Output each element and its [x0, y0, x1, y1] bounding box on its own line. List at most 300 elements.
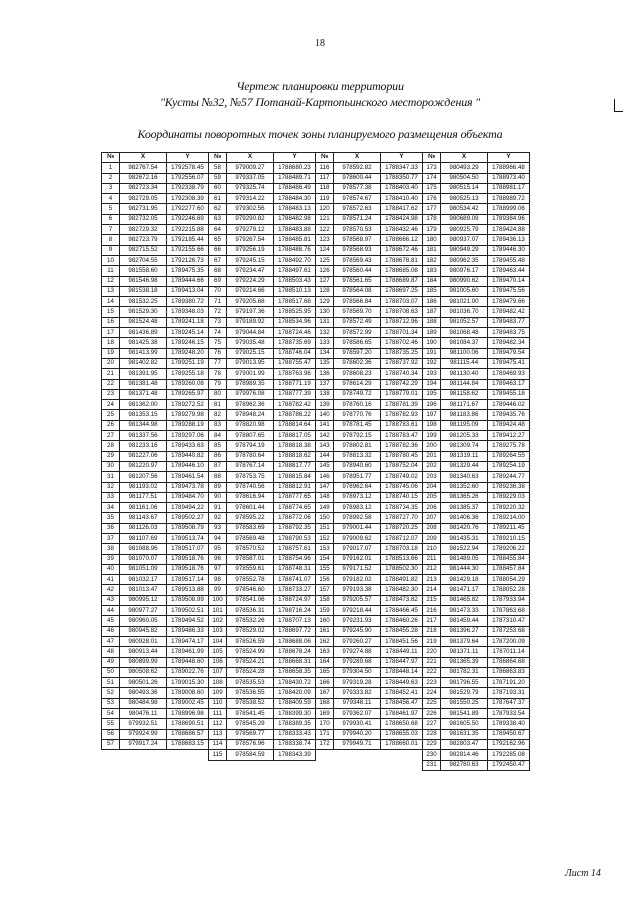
table-cell: 1788430.72	[274, 678, 316, 688]
table-cell: 158	[316, 595, 334, 605]
table-cell: 151	[316, 523, 334, 533]
table-cell: 978536.31	[227, 606, 274, 616]
table-cell: 39	[102, 554, 120, 564]
table-cell: 981344.98	[120, 420, 167, 430]
table-row	[102, 276, 530, 286]
table-cell: 978584.59	[227, 750, 274, 760]
table-cell: 65	[209, 235, 227, 245]
table-cell: 981013.47	[120, 585, 167, 595]
table-cell: 981522.94	[441, 544, 488, 554]
table-row	[102, 533, 530, 543]
table-cell: 61	[209, 194, 227, 204]
table-cell: 978568.93	[334, 245, 381, 255]
table-cell: 1789474.17	[167, 636, 209, 646]
table-cell: 1789473.78	[167, 482, 209, 492]
table-cell: 56	[102, 729, 120, 739]
table-cell: 978569.70	[334, 307, 381, 317]
table-cell: 981459.44	[441, 616, 488, 626]
table-cell: 169	[316, 709, 334, 719]
table-cell: 1788782.36	[381, 441, 423, 451]
table-cell: 1789002.45	[167, 698, 209, 708]
table-cell: 1788483.13	[274, 204, 316, 214]
table-cell: 1792277.60	[167, 204, 209, 214]
table-cell: 980913.44	[120, 647, 167, 657]
table-cell: 978608.23	[334, 369, 381, 379]
table-cell: 981631.35	[441, 729, 488, 739]
table-row	[102, 472, 530, 482]
table-row	[102, 297, 530, 307]
table-cell: 980962.35	[441, 255, 488, 265]
table-cell: 1788781.39	[381, 400, 423, 410]
table-cell: 980493.29	[441, 163, 488, 173]
table-row	[102, 163, 530, 173]
table-cell: 192	[423, 358, 441, 368]
table-cell: 978570.53	[334, 225, 381, 235]
table-cell: 978572.49	[334, 317, 381, 327]
table-cell: 1788455.28	[381, 626, 423, 636]
table-cell: 981402.82	[120, 358, 167, 368]
table-cell: 1788996.98	[167, 709, 209, 719]
table-cell: 981309.74	[441, 441, 488, 451]
table-cell: 1788420.09	[274, 688, 316, 698]
table-cell: 1788424.98	[381, 214, 423, 224]
table-cell: 981529.79	[441, 688, 488, 698]
table-cell: 1792185.44	[167, 235, 209, 245]
table-cell: 136	[316, 369, 334, 379]
table-cell: 1788488.76	[274, 245, 316, 255]
table-cell: 123	[316, 235, 334, 245]
table-cell: 104	[209, 636, 227, 646]
column-header: №	[209, 153, 227, 163]
table-cell: 979917.24	[120, 739, 167, 749]
table-cell: 1788818.62	[274, 451, 316, 461]
table-row	[102, 513, 530, 523]
column-header: №	[423, 153, 441, 163]
table-cell: 982731.95	[120, 204, 167, 214]
table-cell: 979289.68	[334, 657, 381, 667]
table-cell: 1789483.77	[488, 317, 530, 327]
table-cell: 979017.07	[334, 544, 381, 554]
table-cell: 1788712.96	[381, 317, 423, 327]
table-cell: 980484.98	[120, 698, 167, 708]
table-cell	[381, 760, 423, 770]
table-cell: 54	[102, 709, 120, 719]
table-cell: 116	[316, 163, 334, 173]
table-cell: 1788482.98	[274, 214, 316, 224]
table-cell: 980995.12	[120, 595, 167, 605]
table-cell: 1788668.31	[274, 657, 316, 667]
table-cell: 1788792.35	[274, 523, 316, 533]
table-cell: 982814.46	[441, 750, 488, 760]
table-cell: 1787191.20	[488, 678, 530, 688]
table-cell: 26	[102, 420, 120, 430]
table-cell: 44	[102, 606, 120, 616]
table-cell: 1788534.96	[274, 317, 316, 327]
table-cell: 196	[423, 400, 441, 410]
table-cell: 1789236.38	[488, 482, 530, 492]
table-cell	[209, 760, 227, 770]
table-cell: 1788748.31	[274, 564, 316, 574]
table-cell: 28	[102, 441, 120, 451]
table-cell: 1789446.02	[488, 400, 530, 410]
table-cell: 34	[102, 503, 120, 513]
table-cell: 981088.96	[120, 544, 167, 554]
table-cell: 84	[209, 431, 227, 441]
table-cell: 1788708.63	[381, 307, 423, 317]
table-row	[102, 255, 530, 265]
table-cell: 980937.07	[441, 235, 488, 245]
table-cell: 979314.22	[227, 194, 274, 204]
table-row	[102, 379, 530, 389]
table-cell: 217	[423, 616, 441, 626]
table-row	[102, 739, 530, 749]
table-cell: 980977.27	[120, 606, 167, 616]
table-cell: 978780.64	[227, 451, 274, 461]
table-cell: 47	[102, 636, 120, 646]
table-cell: 2	[102, 173, 120, 183]
table-cell: 23	[102, 389, 120, 399]
table-cell: 1788740.34	[381, 369, 423, 379]
table-cell: 1788347.33	[381, 163, 423, 173]
table-row	[102, 554, 530, 564]
table-cell: 168	[316, 698, 334, 708]
table-cell: 78	[209, 369, 227, 379]
table-cell: 979025.15	[227, 348, 274, 358]
table-cell: 108	[209, 678, 227, 688]
table-cell: 982672.16	[120, 173, 167, 183]
table-cell: 1788712.07	[381, 533, 423, 543]
table-cell: 1788754.96	[274, 554, 316, 564]
table-cell: 1788461.97	[381, 709, 423, 719]
table-cell: 981126.03	[120, 523, 167, 533]
table-cell: 981429.18	[441, 575, 488, 585]
table-cell: 1789244.77	[488, 472, 530, 482]
table-cell: 1788452.41	[381, 688, 423, 698]
table-cell: 981036.70	[441, 307, 488, 317]
table-cell: 1788981.17	[488, 183, 530, 193]
table-cell: 978576.96	[227, 739, 274, 749]
table-cell: 1788742.29	[381, 379, 423, 389]
table-cell: 133	[316, 338, 334, 348]
table-row	[102, 328, 530, 338]
table-cell: 979337.05	[227, 173, 274, 183]
table-cell: 979044.84	[227, 328, 274, 338]
table-row	[102, 482, 530, 492]
table-cell: 111	[209, 709, 227, 719]
table-cell: 96	[209, 554, 227, 564]
table-cell: 20	[102, 358, 120, 368]
table-cell: 979325.74	[227, 183, 274, 193]
table-cell: 1788672.46	[381, 245, 423, 255]
table-cell: 981605.50	[441, 719, 488, 729]
table-cell: 1789450.67	[488, 729, 530, 739]
table-cell: 230	[423, 750, 441, 760]
table-cell: 209	[423, 533, 441, 543]
table-cell: 72	[209, 307, 227, 317]
table-cell: 978597.20	[334, 348, 381, 358]
table-cell: 1788720.25	[381, 523, 423, 533]
table-cell: 979924.99	[120, 729, 167, 739]
table-cell: 207	[423, 513, 441, 523]
column-header: Y	[381, 153, 423, 163]
table-cell: 981353.15	[120, 410, 167, 420]
table-cell: 978600.44	[334, 173, 381, 183]
table-cell: 1789265.97	[167, 389, 209, 399]
table-cell: 1789461.54	[167, 472, 209, 482]
table-cell: 1788503.43	[274, 276, 316, 286]
table-cell: 978571.24	[334, 214, 381, 224]
table-cell: 1788771.19	[274, 379, 316, 389]
table-cell: 1788513.66	[381, 554, 423, 564]
table-cell: 83	[209, 420, 227, 430]
table-cell: 981183.86	[441, 410, 488, 420]
table-cell: 205	[423, 492, 441, 502]
table-cell: 1789275.78	[488, 441, 530, 451]
table-cell: 980534.42	[441, 204, 488, 214]
table-row	[102, 616, 530, 626]
table-cell: 979302.56	[227, 204, 274, 214]
table-cell: 211	[423, 554, 441, 564]
table-cell: 978992.58	[334, 513, 381, 523]
table-cell: 978569.77	[227, 729, 274, 739]
table-cell	[334, 750, 381, 760]
table-cell: 978587.01	[227, 554, 274, 564]
table-cell: 1789461.99	[167, 647, 209, 657]
table-row	[102, 575, 530, 585]
table-cell: 978535.53	[227, 678, 274, 688]
table-cell: 1788774.65	[274, 503, 316, 513]
table-cell: 1788485.81	[274, 235, 316, 245]
table-cell: 979932.51	[120, 719, 167, 729]
table-cell: 981546.98	[120, 276, 167, 286]
table-cell: 1789475.35	[167, 266, 209, 276]
table-cell: 1788812.91	[274, 482, 316, 492]
table-cell: 980504.50	[441, 173, 488, 183]
table-cell: 173	[423, 163, 441, 173]
table-cell: 1789220.32	[488, 503, 530, 513]
table-cell: 40	[102, 564, 120, 574]
table-cell: 1788777.65	[274, 492, 316, 502]
table-cell: 100	[209, 595, 227, 605]
table-cell: 1789482.42	[488, 307, 530, 317]
table-cell: 978586.65	[334, 338, 381, 348]
table-cell: 166	[316, 678, 334, 688]
table-cell: 980928.01	[120, 636, 167, 646]
table-cell	[381, 750, 423, 760]
column-header: X	[334, 153, 381, 163]
table-cell: 980976.17	[441, 266, 488, 276]
table-row	[102, 451, 530, 461]
table-cell: 18	[102, 338, 120, 348]
table-cell: 226	[423, 709, 441, 719]
table-cell: 1789254.19	[488, 461, 530, 471]
table-row	[102, 173, 530, 183]
table-cell: 1788733.27	[274, 585, 316, 595]
table-cell: 981396.27	[441, 626, 488, 636]
table-cell: 981319.11	[441, 451, 488, 461]
table-cell: 1792578.45	[167, 163, 209, 173]
table-cell: 978951.77	[334, 472, 381, 482]
table-cell: 981070.07	[120, 554, 167, 564]
table-cell: 135	[316, 358, 334, 368]
table-cell: 1788782.93	[381, 410, 423, 420]
table-cell: 162	[316, 636, 334, 646]
table-cell: 978569.48	[227, 533, 274, 543]
table-cell: 1789518.76	[167, 564, 209, 574]
table-cell	[102, 760, 120, 770]
table-cell: 195	[423, 389, 441, 399]
table-cell: 1788685.08	[381, 266, 423, 276]
table-cell: 979171.52	[334, 564, 381, 574]
table-cell: 982803.47	[441, 739, 488, 749]
column-header: №	[316, 153, 334, 163]
table-cell: 978529.02	[227, 626, 274, 636]
table-cell: 981340.63	[441, 472, 488, 482]
table-cell: 978536.55	[227, 688, 274, 698]
table-cell: 142	[316, 431, 334, 441]
table-cell: 978781.45	[334, 420, 381, 430]
table-cell: 1792162.96	[488, 739, 530, 749]
table-cell	[274, 760, 316, 770]
table-cell: 978792.15	[334, 431, 381, 441]
table-cell: 1788783.61	[381, 420, 423, 430]
table-cell: 229	[423, 739, 441, 749]
table-row	[102, 647, 530, 657]
table-cell: 1786864.68	[488, 657, 530, 667]
table-cell: 981385.37	[441, 503, 488, 513]
table-cell: 146	[316, 472, 334, 482]
table-cell: 979001.44	[334, 523, 381, 533]
document-title-line-1: Чертеж планировки территории	[236, 79, 404, 93]
table-cell: 59	[209, 173, 227, 183]
table-cell: 1788403.40	[381, 183, 423, 193]
table-row	[102, 544, 530, 554]
table-cell	[227, 760, 274, 770]
table-cell: 1789260.08	[167, 379, 209, 389]
table-cell: 978760.16	[334, 400, 381, 410]
table-cell: 45	[102, 616, 120, 626]
table-cell: 143	[316, 441, 334, 451]
table-cell: 152	[316, 533, 334, 543]
table-cell: 1788777.39	[274, 389, 316, 399]
table-cell: 978564.08	[334, 286, 381, 296]
table-row	[102, 389, 530, 399]
table-cell: 147	[316, 482, 334, 492]
table-row	[102, 317, 530, 327]
table-cell: 1788483.88	[274, 225, 316, 235]
table-cell: 167	[316, 688, 334, 698]
table-cell: 105	[209, 647, 227, 657]
table-cell: 981425.38	[120, 338, 167, 348]
table-cell: 177	[423, 204, 441, 214]
table-cell: 1788735.25	[381, 348, 423, 358]
table-cell: 150	[316, 513, 334, 523]
table-cell: 1788678.24	[274, 647, 316, 657]
table-cell: 138	[316, 389, 334, 399]
table-cell: 1789241.18	[167, 317, 209, 327]
table-cell: 204	[423, 482, 441, 492]
table-cell: 154	[316, 554, 334, 564]
table-cell: 182	[423, 255, 441, 265]
table-cell: 978802.81	[334, 441, 381, 451]
table-cell: 117	[316, 173, 334, 183]
table-cell: 16	[102, 317, 120, 327]
table-cell: 981068.48	[441, 328, 488, 338]
table-cell: 1788757.61	[274, 544, 316, 554]
table-cell: 978559.61	[227, 564, 274, 574]
table-cell: 978524.28	[227, 667, 274, 677]
table-row	[102, 266, 530, 276]
table-cell: 980945.82	[120, 626, 167, 636]
table-cell: 981158.62	[441, 389, 488, 399]
table-cell: 978940.60	[334, 461, 381, 471]
table-cell: 978526.59	[227, 636, 274, 646]
table-cell: 1789412.27	[488, 431, 530, 441]
table-cell: 1787933.94	[488, 595, 530, 605]
table-cell: 979940.20	[334, 729, 381, 739]
table-cell: 199	[423, 431, 441, 441]
table-row	[102, 204, 530, 214]
table-cell: 1789494.52	[167, 616, 209, 626]
table-cell: 1788817.77	[274, 461, 316, 471]
table-cell: 208	[423, 523, 441, 533]
table-cell: 979205.57	[334, 595, 381, 605]
table-cell: 1788724.46	[274, 328, 316, 338]
table-cell: 978813.32	[334, 451, 381, 461]
table-cell: 1789463.17	[488, 379, 530, 389]
table-cell: 223	[423, 678, 441, 688]
table-cell: 980476.11	[120, 709, 167, 719]
table-cell: 1786863.83	[488, 667, 530, 677]
table-cell: 981171.67	[441, 400, 488, 410]
table-cell	[120, 750, 167, 760]
table-cell: 7	[102, 225, 120, 235]
table-cell: 1788666.12	[381, 235, 423, 245]
table-cell: 982729.32	[120, 225, 167, 235]
table-row	[102, 461, 530, 471]
table-cell: 1789444.66	[167, 276, 209, 286]
table-cell: 1789251.19	[167, 358, 209, 368]
table-cell: 982723.79	[120, 235, 167, 245]
table-row	[102, 225, 530, 235]
table-cell: 978973.12	[334, 492, 381, 502]
table-cell: 982780.63	[441, 760, 488, 770]
table-cell: 978616.94	[227, 492, 274, 502]
table-row	[102, 431, 530, 441]
table-cell: 979197.36	[227, 307, 274, 317]
table-cell: 227	[423, 719, 441, 729]
table-cell: 1788752.04	[381, 461, 423, 471]
table-cell: 1789502.51	[167, 606, 209, 616]
table-cell: 978602.36	[334, 358, 381, 368]
table-cell: 77	[209, 358, 227, 368]
table-cell: 1789246.15	[167, 338, 209, 348]
table-cell: 1789448.60	[167, 657, 209, 667]
table-cell: 979182.02	[334, 575, 381, 585]
table-cell: 1788783.47	[381, 431, 423, 441]
table-cell: 978541.45	[227, 709, 274, 719]
table-cell: 981379.64	[441, 636, 488, 646]
table-cell: 1788740.15	[381, 492, 423, 502]
table-cell: 1789513.74	[167, 533, 209, 543]
table-cell: 981195.09	[441, 420, 488, 430]
table-cell: 981032.17	[120, 575, 167, 585]
table-cell: 981205.33	[441, 431, 488, 441]
table-cell: 981107.69	[120, 533, 167, 543]
table-header-row	[102, 153, 530, 163]
table-cell: 132	[316, 328, 334, 338]
table-cell: 50	[102, 667, 120, 677]
